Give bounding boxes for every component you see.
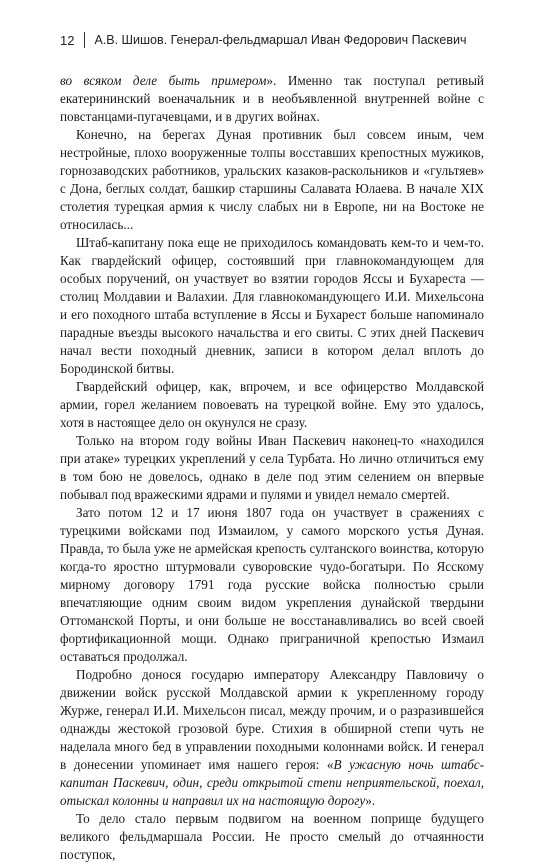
italic-quote: во всяком деле быть примером	[60, 73, 267, 88]
paragraph-7	[60, 666, 484, 810]
paragraph-text: Подробно донося государю императору Александру Павловичу о движении войск русской Молдавской армии к укрепленному городу Журже, генерал И.И. Михельсон писал, между прочим, и о разразившейся однажды жестокой грозовой буре. Стихия в обширной степи чуть не наделала много бед в управлении походными колоннами войск. И генерал в донесении упоминает имя нашего героя: «	[60, 667, 484, 772]
header-divider	[84, 32, 85, 48]
body-text	[60, 72, 484, 864]
italic-quote: В ужасную ночь штабс-капитан Паскевич, один, среди открытой степи неприятельской, поехал, отыскал колонны и направил их на настоящую дорогу	[60, 757, 484, 808]
paragraph-2: Конечно, на берегах Дуная противник был совсем иным, чем нестройные, плохо вооруженные толпы восставших крепостных мужиков, горнозаводских работников, уральских казаков-раскольников и «гультяев» с Дона, беглых солдат, башкир старшины Салавата Юлаева. В начале XIX столетия турецкая армия к числу слабых ни в Европе, ни на Востоке не относилась...	[60, 127, 484, 232]
paragraph-6: Зато потом 12 и 17 июня 1807 года он участвует в сражениях с турецкими войсками под Измаилом, у самого морского устья Дуная. Правда, то была уже не армейская крепость султанского воинства, которую когда-то яростно штурмовали суворовские чудо-богатыри. По Ясскому мирному договору 1791 года русские войска полностью срыли впечатляющие одним своим видом укрепления дунайской твердыни Оттоманской Порты, и они больше не восстанавливались во всей своей фортификационной мощи. Однако приграничной крепостью Измаил оставаться продолжал.	[60, 505, 484, 664]
paragraph-text: ». Именно так поступал ретивый екатерининский военачальник и в необъявленной внутренней войне с повстанцами-пугачевцами, и в других войнах.	[60, 73, 484, 124]
paragraph-3: Штаб-капитану пока еще не приходилось командовать кем-то и чем-то. Как гвардейский офицер, состоявший при главнокомандующем для особых поручений, он участвует во взятии городов Яссы и Бухареста — столиц Молдавии и Валахии. Для главнокомандующего И.И. Михельсона и его походного штаба вступление в Яссы и Бухарест больше напоминало парадные въезды высокого начальства и его свиты. С этих дней Паскевич начал вести походный дневник, записи в котором делал вплоть до Бородинской битвы.	[60, 235, 484, 376]
running-header	[60, 28, 484, 52]
page-number: 12	[60, 32, 75, 48]
running-title: А.В. Шишов. Генерал-фельдмаршал Иван Федорович Паскевич	[94, 33, 467, 47]
paragraph-5: Только на втором году войны Иван Паскевич наконец-то «находился при атаке» турецких укреплений у села Турбата. Но лично отличиться ему в том бою не довелось, однако в деле под этим селением он впервые побывал под вражескими ядрами и пулями и увидел немало смертей.	[60, 433, 484, 502]
paragraph-1	[60, 72, 484, 126]
paragraph-4: Гвардейский офицер, как, впрочем, и все офицерство Молдавской армии, горел желанием повоевать на турецкой войне. Ему это удалось, хотя в настоящее дело он окунулся не сразу.	[60, 379, 484, 430]
paragraph-8: То дело стало первым подвигом на военном поприще будущего великого фельдмаршала России. Не просто смелый до отчаянности поступок,	[60, 811, 484, 862]
paragraph-text-end: ».	[365, 793, 376, 808]
book-page	[60, 28, 484, 864]
